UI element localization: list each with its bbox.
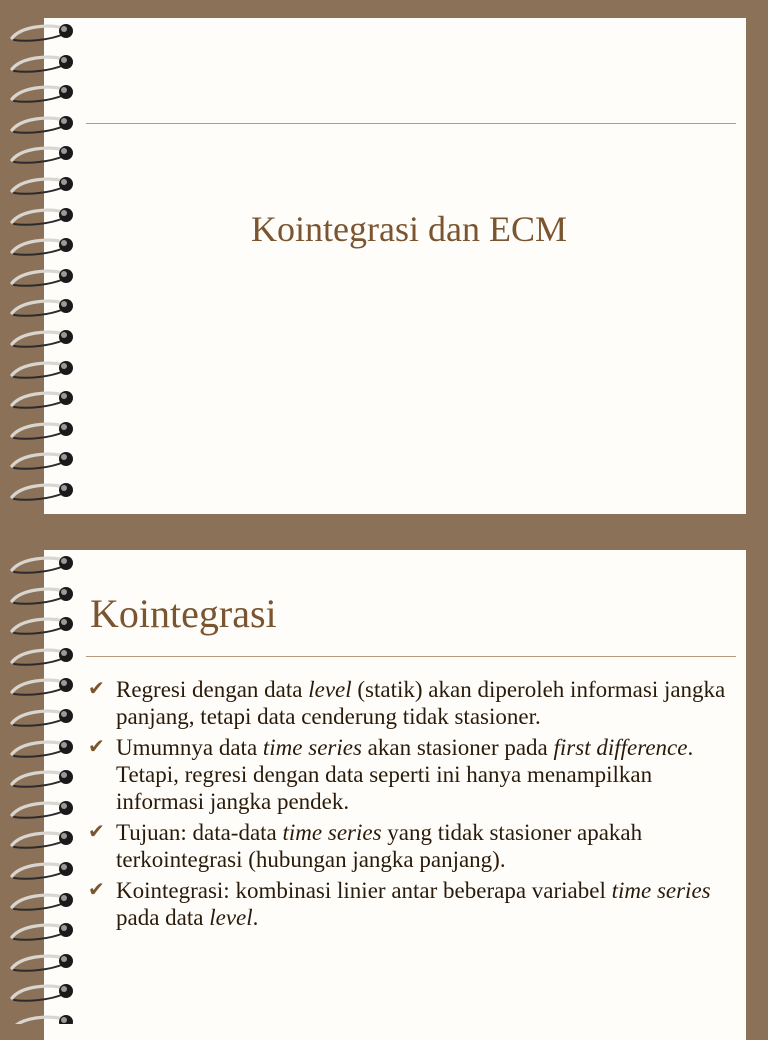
spiral-ring-icon [8,917,78,943]
spiral-ring-icon [8,140,78,166]
spiral-ring-icon [8,416,78,442]
bullet-text: Tujuan: data-data [116,820,283,845]
bullet-text: yang tidak stasioner apakah terkointegrasi (hubungan jangka panjang). [116,820,643,872]
slide-title [44,18,746,514]
spiral-ring-icon [8,263,78,289]
spiral-ring-icon [8,550,78,576]
bullet-text-italic: level [308,677,352,702]
bullet-text: Kointegrasi: kombinasi linier antar beberapa variabel [116,878,612,903]
bullet-text-italic: time series [611,878,711,903]
spiral-ring-icon [8,324,78,350]
bullet-text-italic: time series [282,820,382,845]
spiral-ring-icon [8,978,78,1004]
slide-kointegrasi [44,550,746,1040]
spiral-ring-icon [8,764,78,790]
spiral-ring-icon [8,385,78,411]
heading-divider [86,656,736,657]
bullet-text-italic: level [209,905,253,930]
bullet-text: (statik) akan diperoleh informasi jangka panjang, tetapi data cenderung tidak stasioner. [116,677,726,729]
spiral-binding [8,550,78,1024]
bullet-text: pada data [116,905,210,930]
spiral-ring-icon [8,79,78,105]
bullet-item [88,819,738,873]
checkmark-icon: ✔ [88,821,105,843]
spiral-ring-icon [8,18,78,44]
bullet-text-italic: first difference [553,735,688,760]
bullet-item [88,877,738,931]
bullet-text: Regresi dengan data [116,677,309,702]
slide-title-text: Kointegrasi dan ECM [251,209,567,249]
spiral-binding [8,18,78,514]
spiral-ring-icon [8,611,78,637]
spiral-ring-icon [8,232,78,258]
bullet-text-italic: time series [262,735,362,760]
title-divider [86,123,736,124]
checkmark-icon: ✔ [88,678,105,700]
spiral-ring-icon [8,171,78,197]
spiral-ring-icon [8,446,78,472]
spiral-ring-icon [8,1009,78,1024]
spiral-ring-icon [8,355,78,381]
spiral-ring-icon [8,477,78,503]
bullet-text: akan stasioner pada [361,735,554,760]
bullet-item [88,734,738,815]
bullet-text: . Tetapi, regresi dengan data seperti ini hanya menampilkan informasi jangka pendek. [116,735,694,814]
spiral-ring-icon [8,672,78,698]
spiral-ring-icon [8,856,78,882]
bullet-text: Umumnya data [116,735,263,760]
slide-heading: Kointegrasi [90,591,277,636]
spiral-ring-icon [8,202,78,228]
spiral-ring-icon [8,825,78,851]
spiral-ring-icon [8,110,78,136]
bullet-list [88,676,738,935]
spiral-ring-icon [8,887,78,913]
spiral-ring-icon [8,581,78,607]
bullet-text: . [252,905,259,930]
spiral-ring-icon [8,49,78,75]
spiral-ring-icon [8,293,78,319]
spiral-ring-icon [8,734,78,760]
spiral-ring-icon [8,642,78,668]
bullet-item [88,676,738,730]
spiral-ring-icon [8,795,78,821]
spiral-ring-icon [8,948,78,974]
checkmark-icon: ✔ [88,879,105,901]
spiral-ring-icon [8,703,78,729]
checkmark-icon: ✔ [88,736,105,758]
